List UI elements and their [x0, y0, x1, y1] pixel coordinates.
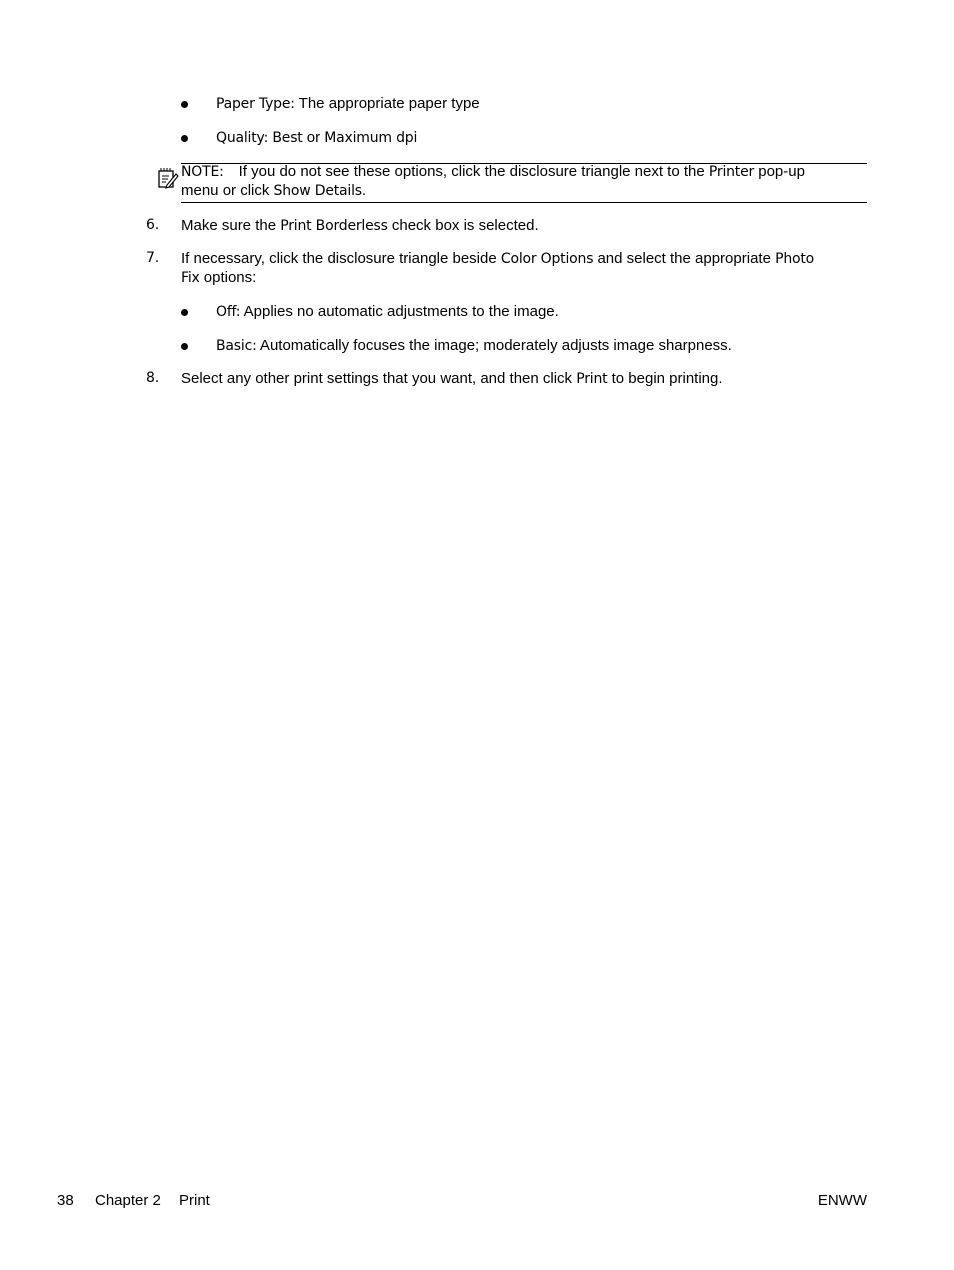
step-text-segment: If necessary, click the disclosure triangle beside: [181, 250, 501, 267]
ui-term: Print: [576, 371, 608, 387]
note-text: If you do not see these options, click the disclosure triangle next to the: [238, 163, 709, 180]
step-text-segment: to begin printing.: [607, 370, 723, 387]
step-number: 6.: [146, 217, 159, 233]
ui-term: Quality: Best: [216, 130, 303, 146]
list-item: [216, 302, 559, 322]
ui-term: Basic:: [216, 338, 257, 354]
ui-term: Print Borderless: [280, 218, 388, 234]
note-label: NOTE:: [181, 164, 224, 180]
bullet-marker: [181, 135, 188, 142]
bullet-marker: [181, 343, 188, 350]
step-number: 7.: [146, 250, 159, 266]
step-text-segment: Select any other print settings that you want, and then click: [181, 370, 577, 387]
note-text: pop-up: [754, 163, 805, 180]
note-icon: [157, 166, 179, 190]
footer-page-number: 38: [57, 1192, 74, 1209]
ui-term: Color Options: [500, 251, 594, 267]
list-item-text: or: [302, 129, 325, 146]
ui-term: Paper Type:: [216, 96, 295, 112]
list-item-text: The appropriate paper type: [294, 95, 480, 112]
step-text: [181, 216, 539, 236]
step-text-segment: check box is selected.: [387, 217, 539, 234]
footer-locale: ENWW: [817, 1192, 867, 1209]
step-text-segment: and select the appropriate: [593, 250, 776, 267]
note-text: menu or click: [181, 182, 274, 199]
ui-term: Printer: [708, 164, 755, 180]
ui-term: Show Details: [273, 183, 362, 199]
bullet-marker: [181, 309, 188, 316]
step-text-segment: Make sure the: [181, 217, 281, 234]
list-item: [216, 128, 417, 148]
note-line-2: [181, 181, 366, 201]
ui-term: Maximum dpi: [324, 130, 418, 146]
bullet-marker: [181, 101, 188, 108]
list-item-text: Applies no automatic adjustments to the image.: [240, 303, 559, 320]
step-number: 8.: [146, 370, 159, 386]
ui-term: Photo: [775, 251, 815, 267]
note-bottom-rule: [181, 202, 867, 203]
list-item: [216, 336, 732, 356]
ui-term: Off:: [216, 304, 241, 320]
note-text: .: [361, 182, 367, 199]
step-text-line-2: [181, 268, 256, 288]
step-text: [181, 249, 814, 269]
step-text: [181, 369, 723, 389]
footer-chapter: Chapter 2: [95, 1192, 161, 1209]
note-line-1: [181, 162, 805, 182]
footer-section: Print: [179, 1192, 210, 1209]
ui-term: Fix: [181, 270, 200, 286]
list-item: [216, 94, 480, 114]
list-item-text: Automatically focuses the image; moderately adjusts image sharpness.: [256, 337, 732, 354]
step-text-segment: options:: [199, 269, 257, 286]
